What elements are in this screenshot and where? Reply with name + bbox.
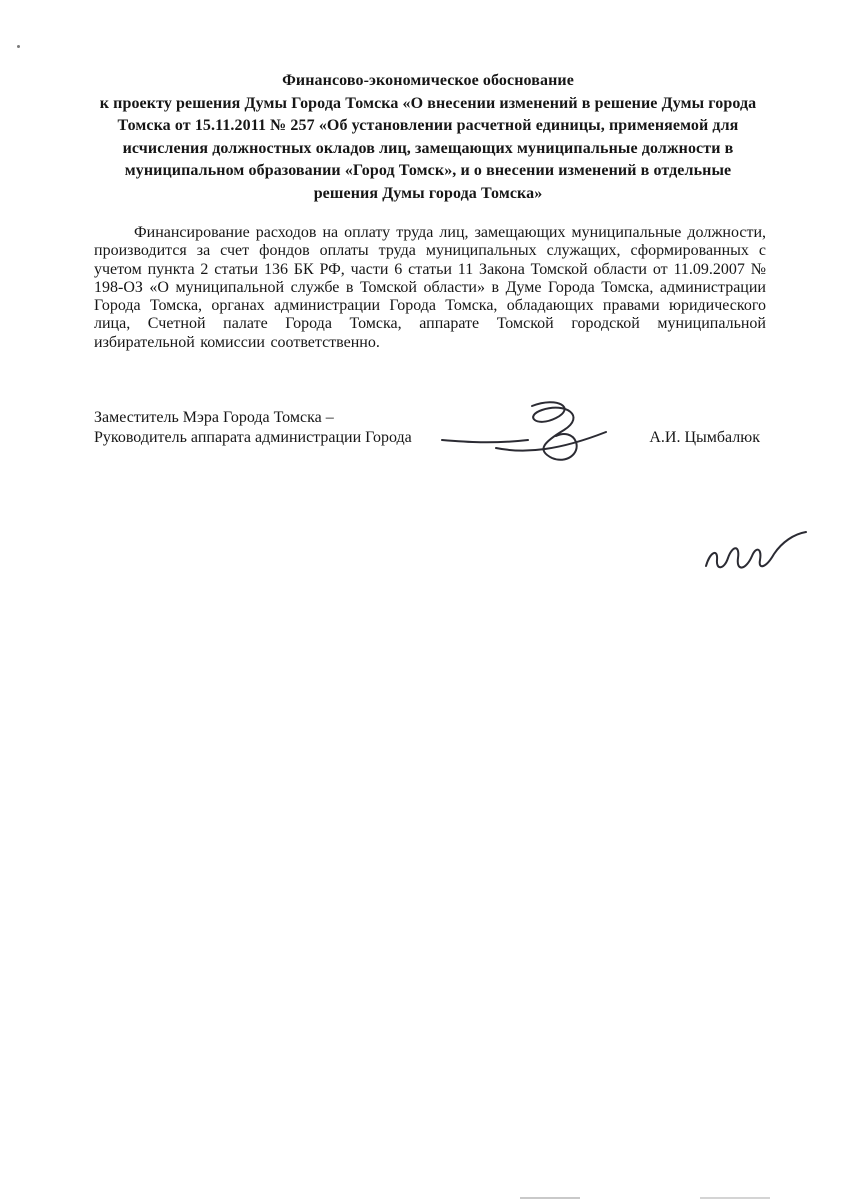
signatory-line-1: Заместитель Мэра Города Томска – [94, 409, 334, 426]
scan-artifact-line [700, 1197, 770, 1199]
title-continuation: к проекту решения Думы Города Томска «О внесении изменений в решение Думы города Томска от 15.11.2011 № 257 «Об установлении расчетной единицы, применяемой для исчисления должностных окладов лиц, замещающих муниципальные должности в муниципальном образовании «Город Томск», и о внесении изменений в отдельные решения Думы города Томска» [99, 94, 757, 202]
body-paragraph: Финансирование расходов на оплату труда лиц, замещающих муниципальные должности, производится за счет фондов оплаты труда муниципальных служащих, сформированных с учетом пункта 2 статьи 136 БК РФ, части 6 статьи 11 Закона Томской области от 11.09.2007 № 198-ОЗ «О муниципальной службе в Томской области» в Думе Города Томска, администрации Города Томска, органах администрации Города Томска, обладающих правами юридического лица, Счетной палате Города Томска, аппарате Томской городской муниципальной избирательной комиссии соответственно. [94, 224, 766, 351]
title-line-1: Финансово-экономическое обоснование [282, 72, 574, 89]
scan-artifact-line [520, 1197, 580, 1199]
handwritten-signature-icon [440, 392, 610, 476]
signatory-name: А.И. Цымбалюк [649, 429, 760, 446]
document-title [98, 70, 758, 205]
signatory-title [94, 408, 412, 448]
handwritten-initials-icon [700, 528, 810, 584]
scan-artifact-dot [17, 45, 20, 48]
signatory-line-2: Руководитель аппарата администрации Города [94, 429, 412, 446]
signature-block [94, 408, 766, 448]
